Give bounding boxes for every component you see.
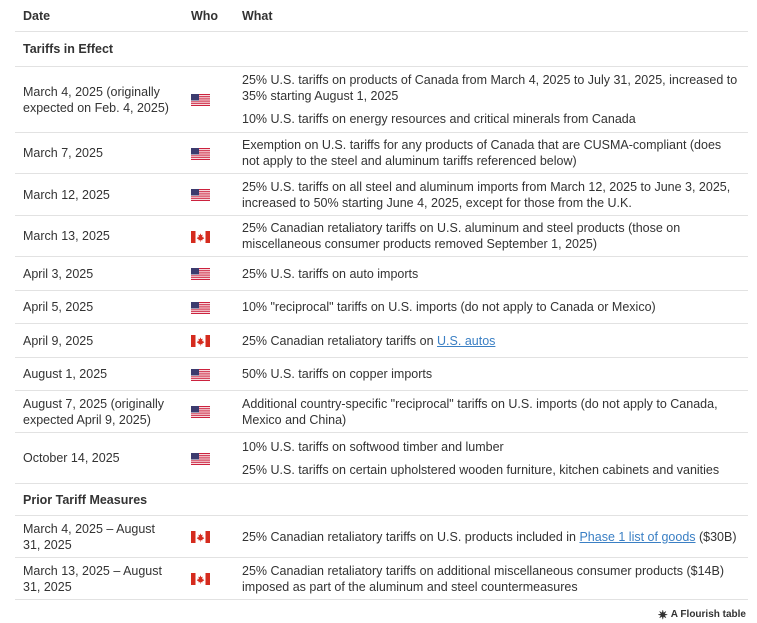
row-what-text: 25% Canadian retaliatory tariffs on U.S. products included in [242,529,580,544]
row-who [183,516,234,558]
row-who [183,433,234,484]
canada-flag-icon [191,231,210,243]
phase-1-list-link[interactable]: Phase 1 list of goods [579,529,696,544]
row-what-text: 25% Canadian retaliatory tariffs on [242,333,438,348]
table-row [15,216,748,257]
row-what-text: ($30B) [695,529,737,544]
row-what-line: 10% U.S. tariffs on energy resources and critical minerals from Canada [242,112,636,126]
row-who [183,391,234,433]
us-flag-icon [191,406,210,418]
row-date: August 7, 2025 (originally expected April 9, 2025) [15,391,183,433]
table-row [15,324,748,358]
table-row [15,391,748,433]
us-flag-icon [191,268,210,280]
row-what: 25% U.S. tariffs on all steel and aluminum imports from March 12, 2025 to June 3, 2025, increased to 50% starting June 4, 2025, except for those from the U.K. [234,174,748,216]
row-who [183,216,234,257]
us-flag-icon [191,302,210,314]
row-date: April 9, 2025 [15,324,183,358]
table-row [15,433,748,484]
section-title-prior: Prior Tariff Measures [15,484,748,516]
row-who [183,67,234,133]
row-date: March 12, 2025 [15,174,183,216]
us-flag-icon [191,453,210,465]
row-date: March 7, 2025 [15,133,183,174]
row-date: March 4, 2025 – August 31, 2025 [15,516,183,558]
section-row [15,32,748,67]
row-date: October 14, 2025 [15,433,183,484]
tariff-table [15,0,748,600]
row-who [183,324,234,358]
row-who [183,358,234,391]
row-what: Additional country-specific "reciprocal" tariffs on U.S. imports (do not apply to Canada, Mexico and China) [234,391,748,433]
table-row [15,358,748,391]
row-who [183,558,234,600]
table-row [15,67,748,133]
us-flag-icon [191,189,210,201]
row-who [183,174,234,216]
header-what[interactable]: What [234,0,748,32]
row-date: March 13, 2025 – August 31, 2025 [15,558,183,600]
us-autos-link[interactable]: U.S. autos [437,333,496,348]
row-what-line: 10% U.S. tariffs on softwood timber and lumber [242,439,504,454]
row-what [234,516,748,558]
row-what: 10% "reciprocal" tariffs on U.S. imports (do not apply to Canada or Mexico) [234,291,748,324]
table-row [15,291,748,324]
row-date: April 3, 2025 [15,257,183,291]
row-who [183,291,234,324]
flourish-credit-link[interactable] [658,609,746,620]
row-date: April 5, 2025 [15,291,183,324]
row-what: 50% U.S. tariffs on copper imports [234,358,748,391]
table-row [15,516,748,558]
canada-flag-icon [191,531,210,543]
flourish-star-icon: ✷ [657,607,668,622]
header-who[interactable]: Who [183,0,234,32]
canada-flag-icon [191,335,210,347]
section-title-effect: Tariffs in Effect [15,32,748,67]
section-row [15,484,748,516]
row-what [234,324,748,358]
table-row [15,558,748,600]
row-what-line: 25% U.S. tariffs on certain upholstered wooden furniture, kitchen cabinets and vanities [242,462,720,477]
us-flag-icon [191,148,210,160]
row-date: March 13, 2025 [15,216,183,257]
row-what [234,433,748,484]
table-row [15,257,748,291]
row-what: 25% Canadian retaliatory tariffs on U.S. aluminum and steel products (those on miscellaneous consumer products removed September 1, 2025) [234,216,748,257]
us-flag-icon [191,369,210,381]
row-date: August 1, 2025 [15,358,183,391]
row-what: Exemption on U.S. tariffs for any products of Canada that are CUSMA-compliant (does not apply to the steel and aluminum tariffs referenced below) [234,133,748,174]
row-what: 25% U.S. tariffs on auto imports [234,257,748,291]
row-who [183,257,234,291]
row-date: March 4, 2025 (originally expected on Feb. 4, 2025) [15,67,183,133]
us-flag-icon [191,94,210,106]
table-row [15,133,748,174]
row-what [234,67,748,133]
row-who [183,133,234,174]
row-what: 25% Canadian retaliatory tariffs on additional miscellaneous consumer products ($14B) imposed as part of the aluminum and steel countermeasures [234,558,748,600]
canada-flag-icon [191,573,210,585]
row-what-line: 25% U.S. tariffs on products of Canada from March 4, 2025 to July 31, 2025, increased to 35% starting August 1, 2025 [242,73,738,103]
header-date[interactable]: Date [15,0,183,32]
flourish-credit-label: A Flourish table [670,609,746,620]
table-row [15,174,748,216]
